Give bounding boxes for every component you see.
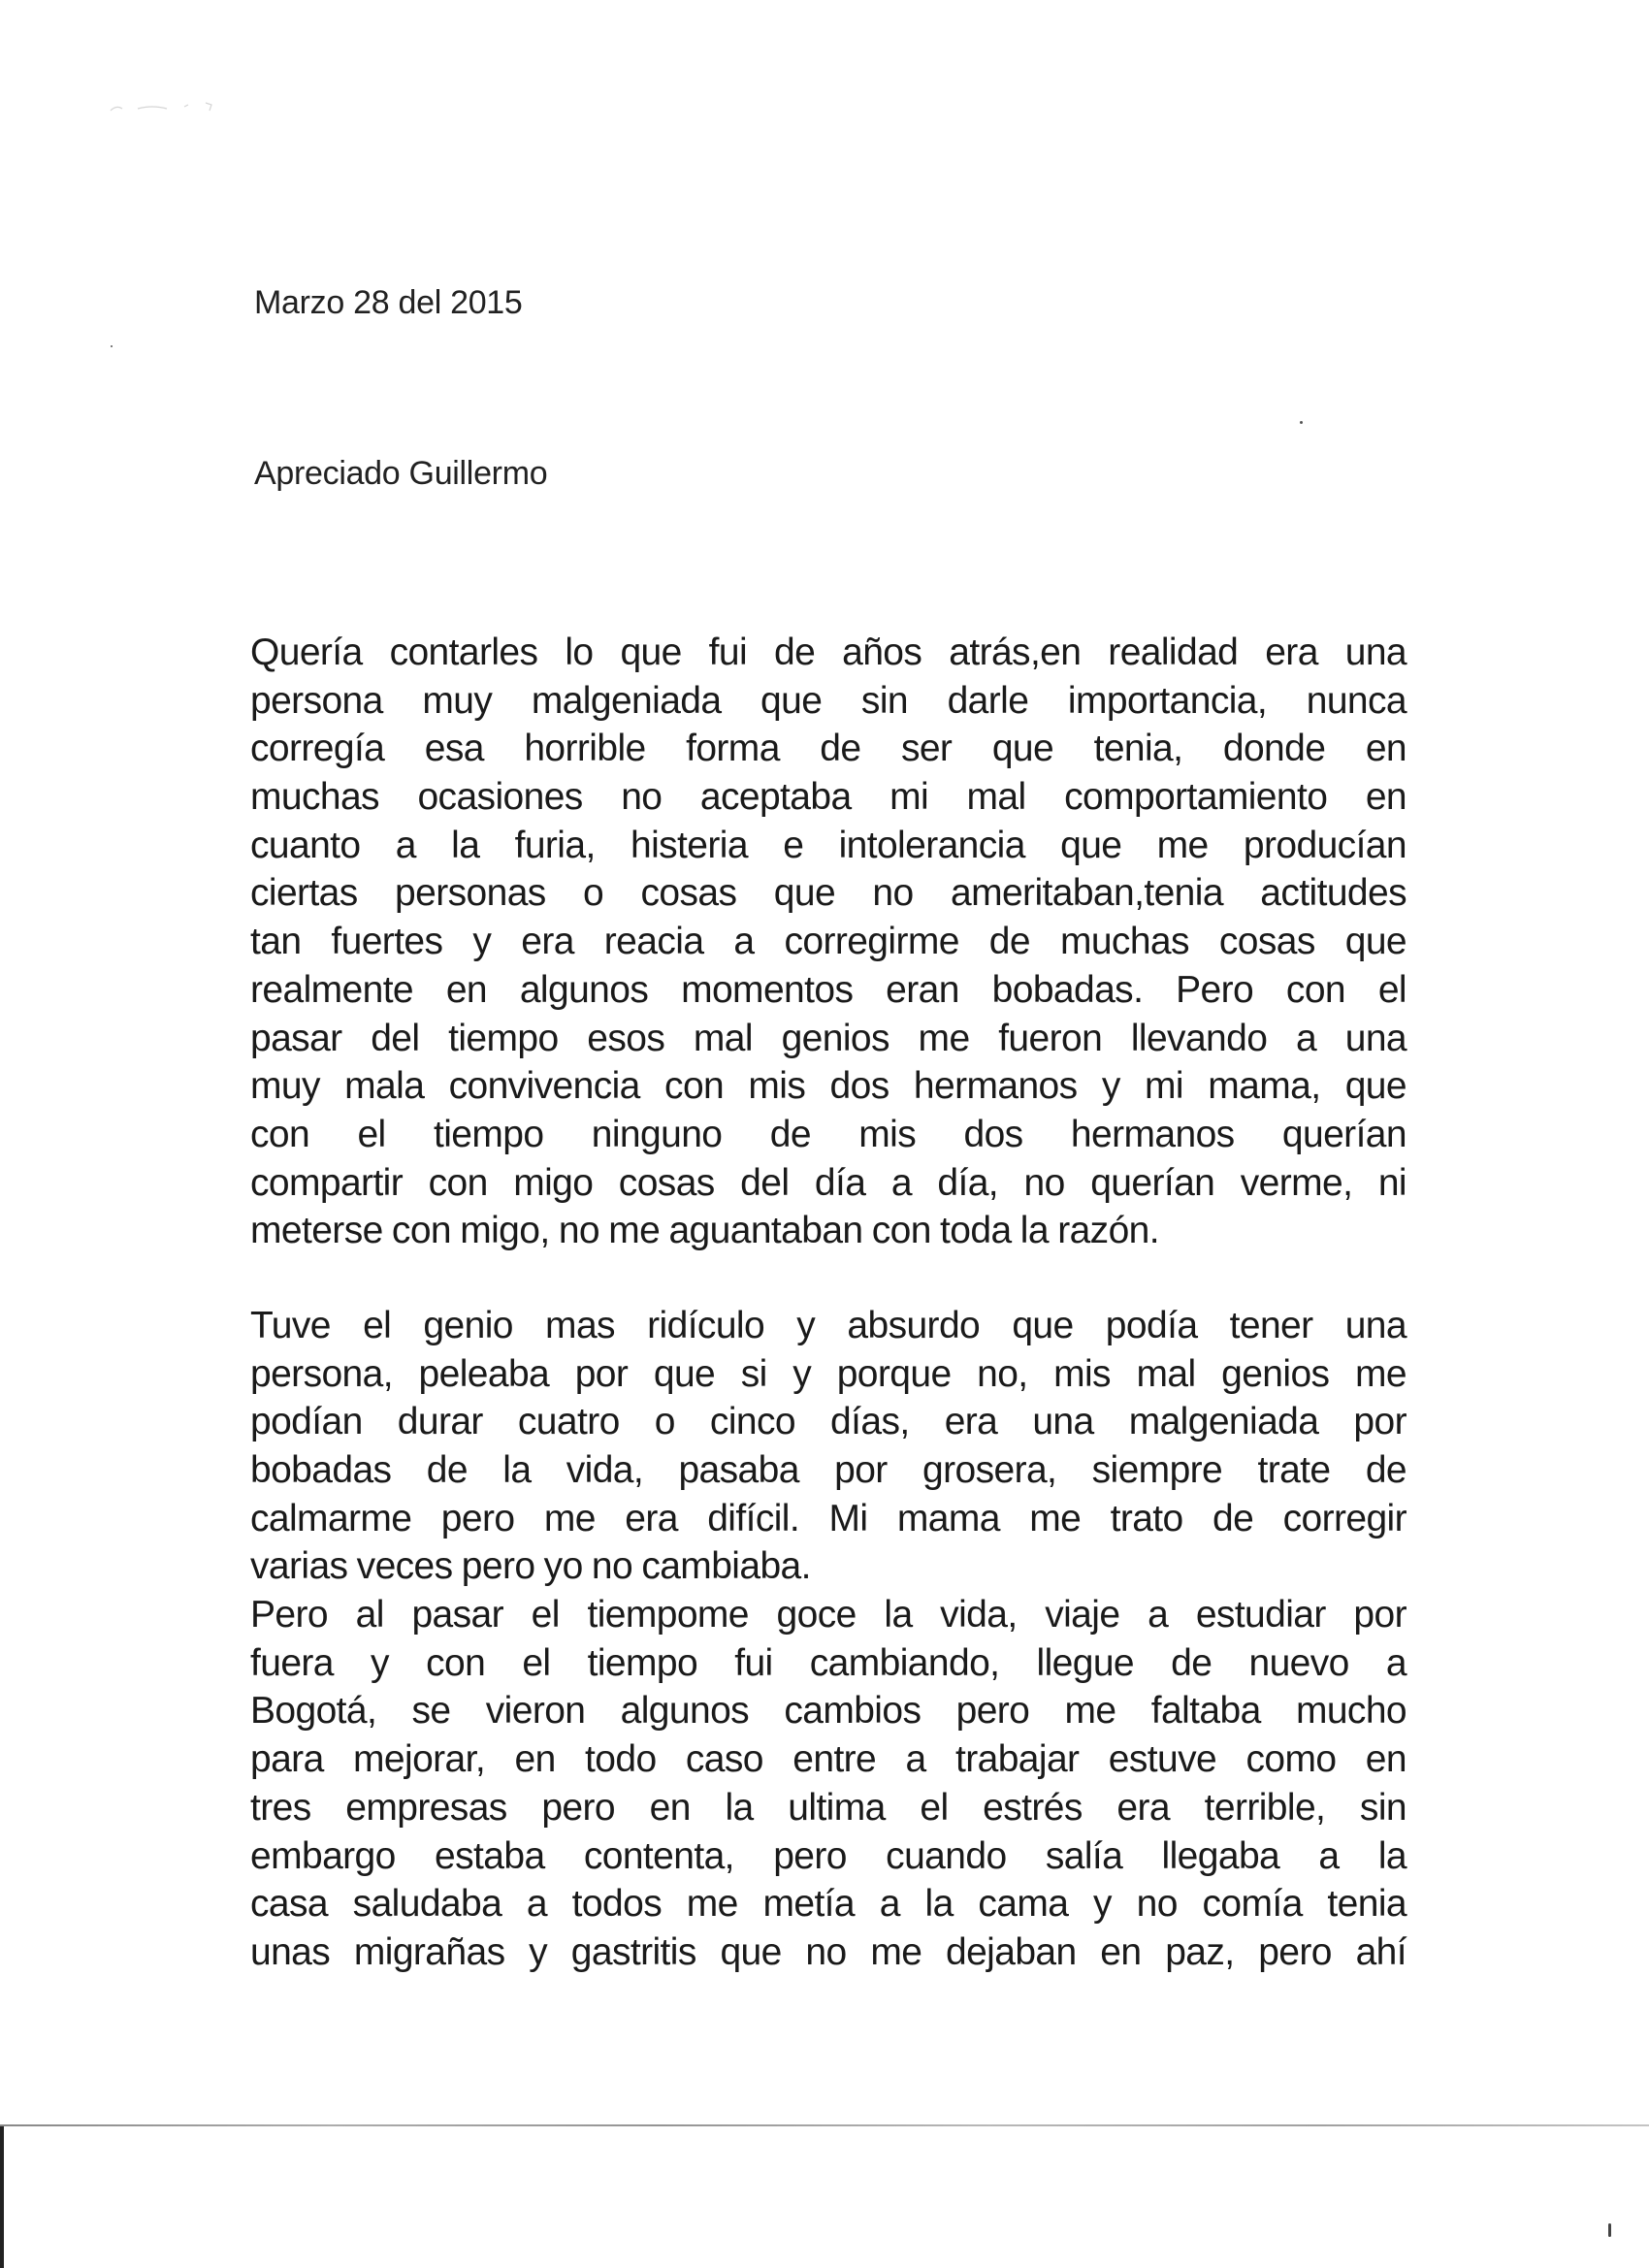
- text-line: fuera y con el tiempo fui cambiando, llegue de nuevo a: [250, 1641, 1406, 1684]
- letter-date: Marzo 28 del 2015: [254, 284, 523, 321]
- text-line: compartir con migo cosas del día a día, no querían verme, ni: [250, 1161, 1406, 1204]
- text-line: unas migrañas y gastritis que no me dejaban en paz, pero ahí: [250, 1930, 1406, 1973]
- text-line: Pero al pasar el tiempome goce la vida, viaje a estudiar por: [250, 1594, 1406, 1636]
- scan-speck: [1300, 421, 1303, 424]
- text-line: embargo estaba contenta, pero cuando salía llegaba a la: [250, 1834, 1406, 1877]
- text-line: pasar del tiempo esos mal genios me fueron llevando a una: [250, 1017, 1406, 1059]
- text-line: varias veces pero yo no cambiaba.: [250, 1545, 811, 1588]
- paragraph-1: [250, 629, 1406, 1255]
- text-line: bobadas de la vida, pasaba por grosera, siempre trate de: [250, 1449, 1406, 1491]
- text-line: muy mala convivencia con mis dos hermanos y mi mama, que: [250, 1065, 1406, 1108]
- text-line: podían durar cuatro o cinco días, era una malgeniada por: [250, 1401, 1406, 1443]
- scan-speck-mark: [1608, 2223, 1611, 2237]
- letter-body: [250, 629, 1406, 1977]
- text-line: Quería contarles lo que fui de años atrás,en realidad era una: [250, 632, 1406, 673]
- text-line: realmente en algunos momentos eran bobadas. Pero con el: [250, 968, 1406, 1011]
- text-line: casa saludaba a todos me metía a la cama y no comía tenia: [250, 1883, 1406, 1926]
- text-line: persona muy malgeniada que sin darle importancia, nunca: [250, 679, 1406, 722]
- text-line: Bogotá, se vieron algunos cambios pero me faltaba mucho: [250, 1690, 1406, 1733]
- paragraph-3: [250, 1591, 1406, 1977]
- text-line: corregía esa horrible forma de ser que tenia, donde en: [250, 728, 1406, 770]
- text-line: calmarme pero me era difícil. Mi mama me trato de corregir: [250, 1497, 1406, 1539]
- letter-salutation: Apreciado Guillermo: [254, 455, 548, 492]
- text-line: tres empresas pero en la ultima el estrés era terrible, sin: [250, 1786, 1406, 1829]
- text-line: para mejorar, en todo caso entre a trabajar estuve como en: [250, 1738, 1406, 1781]
- text-line: ciertas personas o cosas que no ameritaban,tenia actitudes: [250, 872, 1406, 915]
- scan-edge-line: [0, 2124, 1649, 2126]
- text-line: Tuve el genio mas ridículo y absurdo que podía tener una: [250, 1304, 1406, 1346]
- text-line: cuanto a la furia, histeria e intolerancia que me producían: [250, 824, 1406, 866]
- text-line: meterse con migo, no me aguantaban con toda la razón.: [250, 1210, 1159, 1252]
- text-line: persona, peleaba por que si y porque no, mis mal genios me: [250, 1352, 1406, 1395]
- scan-left-edge: [0, 2126, 4, 2268]
- text-line: con el tiempo ninguno de mis dos hermanos querían: [250, 1113, 1406, 1155]
- paragraph-gap: [250, 1255, 1406, 1302]
- text-line: muchas ocasiones no aceptaba mi mal comportamiento en: [250, 776, 1406, 819]
- scan-artifact-mark: [109, 97, 225, 116]
- scan-speck: [111, 345, 113, 347]
- paragraph-2: [250, 1302, 1406, 1591]
- text-line: tan fuertes y era reacia a corregirme de muchas cosas que: [250, 921, 1406, 963]
